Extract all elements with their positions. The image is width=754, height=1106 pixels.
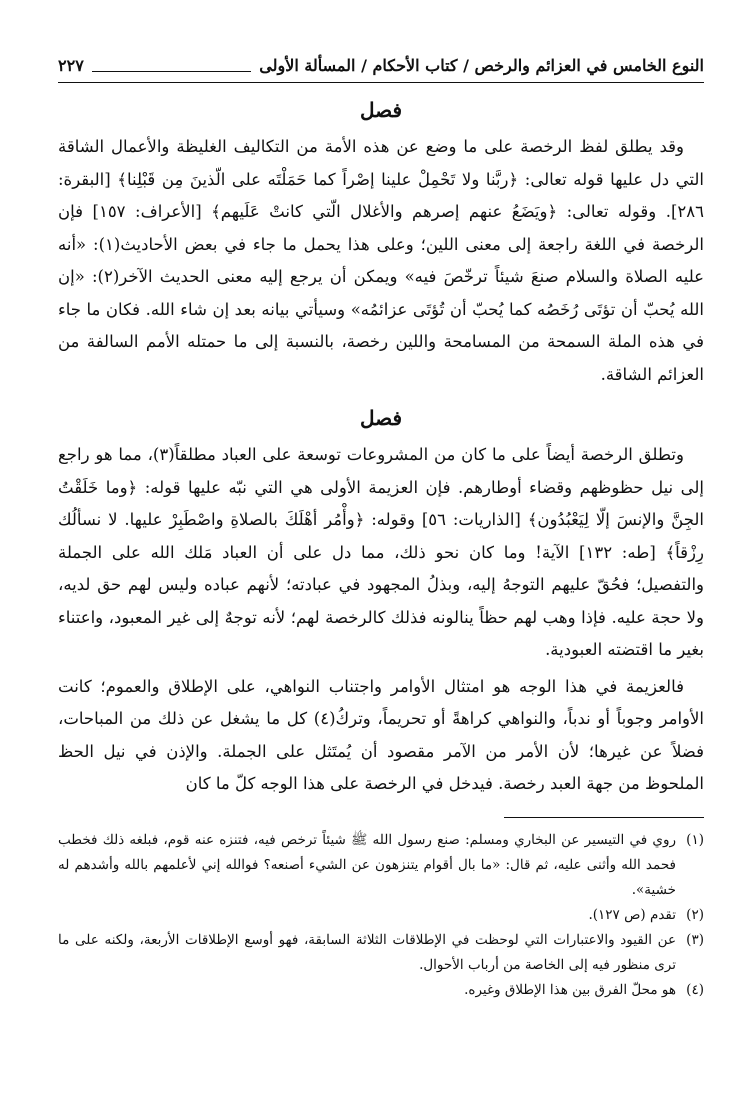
section-2 <box>58 401 704 801</box>
book-page <box>58 52 704 1003</box>
running-header <box>58 52 704 83</box>
page-number: ٢٢٧ <box>58 56 84 75</box>
footnote <box>58 928 704 978</box>
section-1 <box>58 93 704 391</box>
footnote-text: عن القيود والاعتبارات التي لوحظت في الإطلاقات الثلاثة السابقة، فهو أوسع الإطلاقات الأربعة، ولكنه على ما ترى منظور فيه إلى الخاصة من أرباب الأحوال. <box>58 931 676 973</box>
footnotes <box>58 828 704 1003</box>
header-title: النوع الخامس في العزائم والرخص / كتاب الأحكام / المسألة الأولى <box>259 56 704 75</box>
footnote-number: (٢) <box>686 906 704 923</box>
footnote <box>58 828 704 903</box>
section-heading: فصل <box>359 406 403 430</box>
paragraph: وقد يطلق لفظ الرخصة على ما وضع عن هذه الأمة من التكاليف الغليظة والأعمال الشاقة التي دل عليها قوله تعالى: ﴿ربَّنا ولا تَحْمِلْ علينا إصْراً كما حَمَلْتَه على الّذينَ مِن قَبْلِنا﴾ [البقرة: ٢٨٦]. وقوله تعالى: ﴿ويَضَعُ عنهم إصرهم والأغلال الّتي كانتْ عَلَيهم﴾ [الأعراف: ١٥٧] فإن الرخصة في اللغة راجعة إلى معنى اللين؛ وعلى هذا يحمل ما جاء في بعض الأحاديث(١): «أنه عليه الصلاة والسلام صنعَ شيئاً ترخّصَ فيه» ويمكن أن يرجع إليه معنى الحديث الآخر(٢): «إن الله يُحبّ أن تؤتَى رُخَصُه كما يُحبّ أن تُؤتَى عزائمُه» وسيأتي بيانه بعد إن شاء الله. فكان ما جاء في هذه الملة السمحة من المسامحة واللين رخصة، بالنسبة إلى ما حمتله الأمم السالفة من العزائم الشاقة. <box>58 137 705 384</box>
footnote <box>58 978 704 1003</box>
footnote-number: (٤) <box>686 981 704 998</box>
header-rule <box>92 71 251 72</box>
footnote-text: هو محلّ الفرق بين هذا الإطلاق وغيره. <box>464 981 676 998</box>
footnote-number: (١) <box>686 831 704 848</box>
section-heading: فصل <box>359 98 403 122</box>
footnote-separator <box>504 817 704 818</box>
paragraph: وتطلق الرخصة أيضاً على ما كان من المشروعات توسعة على العباد مطلقاً(٣)، مما هو راجع إلى نيل حظوظهم وقضاء أوطارهم. فإن العزيمة الأولى هي التي نبّه عليها قوله: ﴿وما خَلَقْتُ الجِنَّ والإنسَ إلّا لِيَعْبُدُون﴾ [الذاريات: ٥٦] وقوله: ﴿وأْمُر أهْلَكَ بالصلاةِ واصْطَبِرْ عليها. لا نسألُك رِزْقاً﴾ [طه: ١٣٢] الآية! وما كان نحو ذلك، مما دل على أن العباد مَلك الله على الجملة والتفصيل؛ فحُقّ عليهم التوجهُ إليه، وبذلُ المجهود في عبادته؛ لأنهم عباده وليس لهم حق لديه، ولا حجة عليه. فإذا وهب لهم حظاً ينالونه فذلك كالرخصة لهم؛ لأنه توجهٌ إلى غير المعبود، واعتناء بغير ما اقتضته العبودية. <box>58 445 704 659</box>
footnote-text: تقدم (ص ١٢٧). <box>588 906 676 923</box>
footnote-number: (٣) <box>686 931 704 948</box>
footnote-text: روي في التيسير عن البخاري ومسلم: صنع رسول الله ﷺ شيئاً ترخص فيه، فتنزه عنه قوم، فبلغه ذلك فخطب فحمد الله وأثنى عليه، ثم قال: «ما بال أقوام يتنزهون عن الشيء أصنعه؟ فوالله إني لأعلمهم بالله وأشدهم له خشية». <box>58 831 676 898</box>
footnote <box>58 903 704 928</box>
paragraph: فالعزيمة في هذا الوجه هو امتثال الأوامر واجتناب النواهي، على الإطلاق والعموم؛ كانت الأوامر وجوباً أو ندباً، والنواهي كراهةً أو تحريماً، وتركُ(٤) كل ما يشغل عن ذلك من المباحات، فضلاً عن غيرها؛ لأن الأمر من الآمر مقصود أن يُمتَثل على الجملة. والإذن في نيل الحظ الملحوظ من جهة العبد رخصة. فيدخل في الرخصة على هذا الوجه كلّ ما كان <box>58 676 705 793</box>
